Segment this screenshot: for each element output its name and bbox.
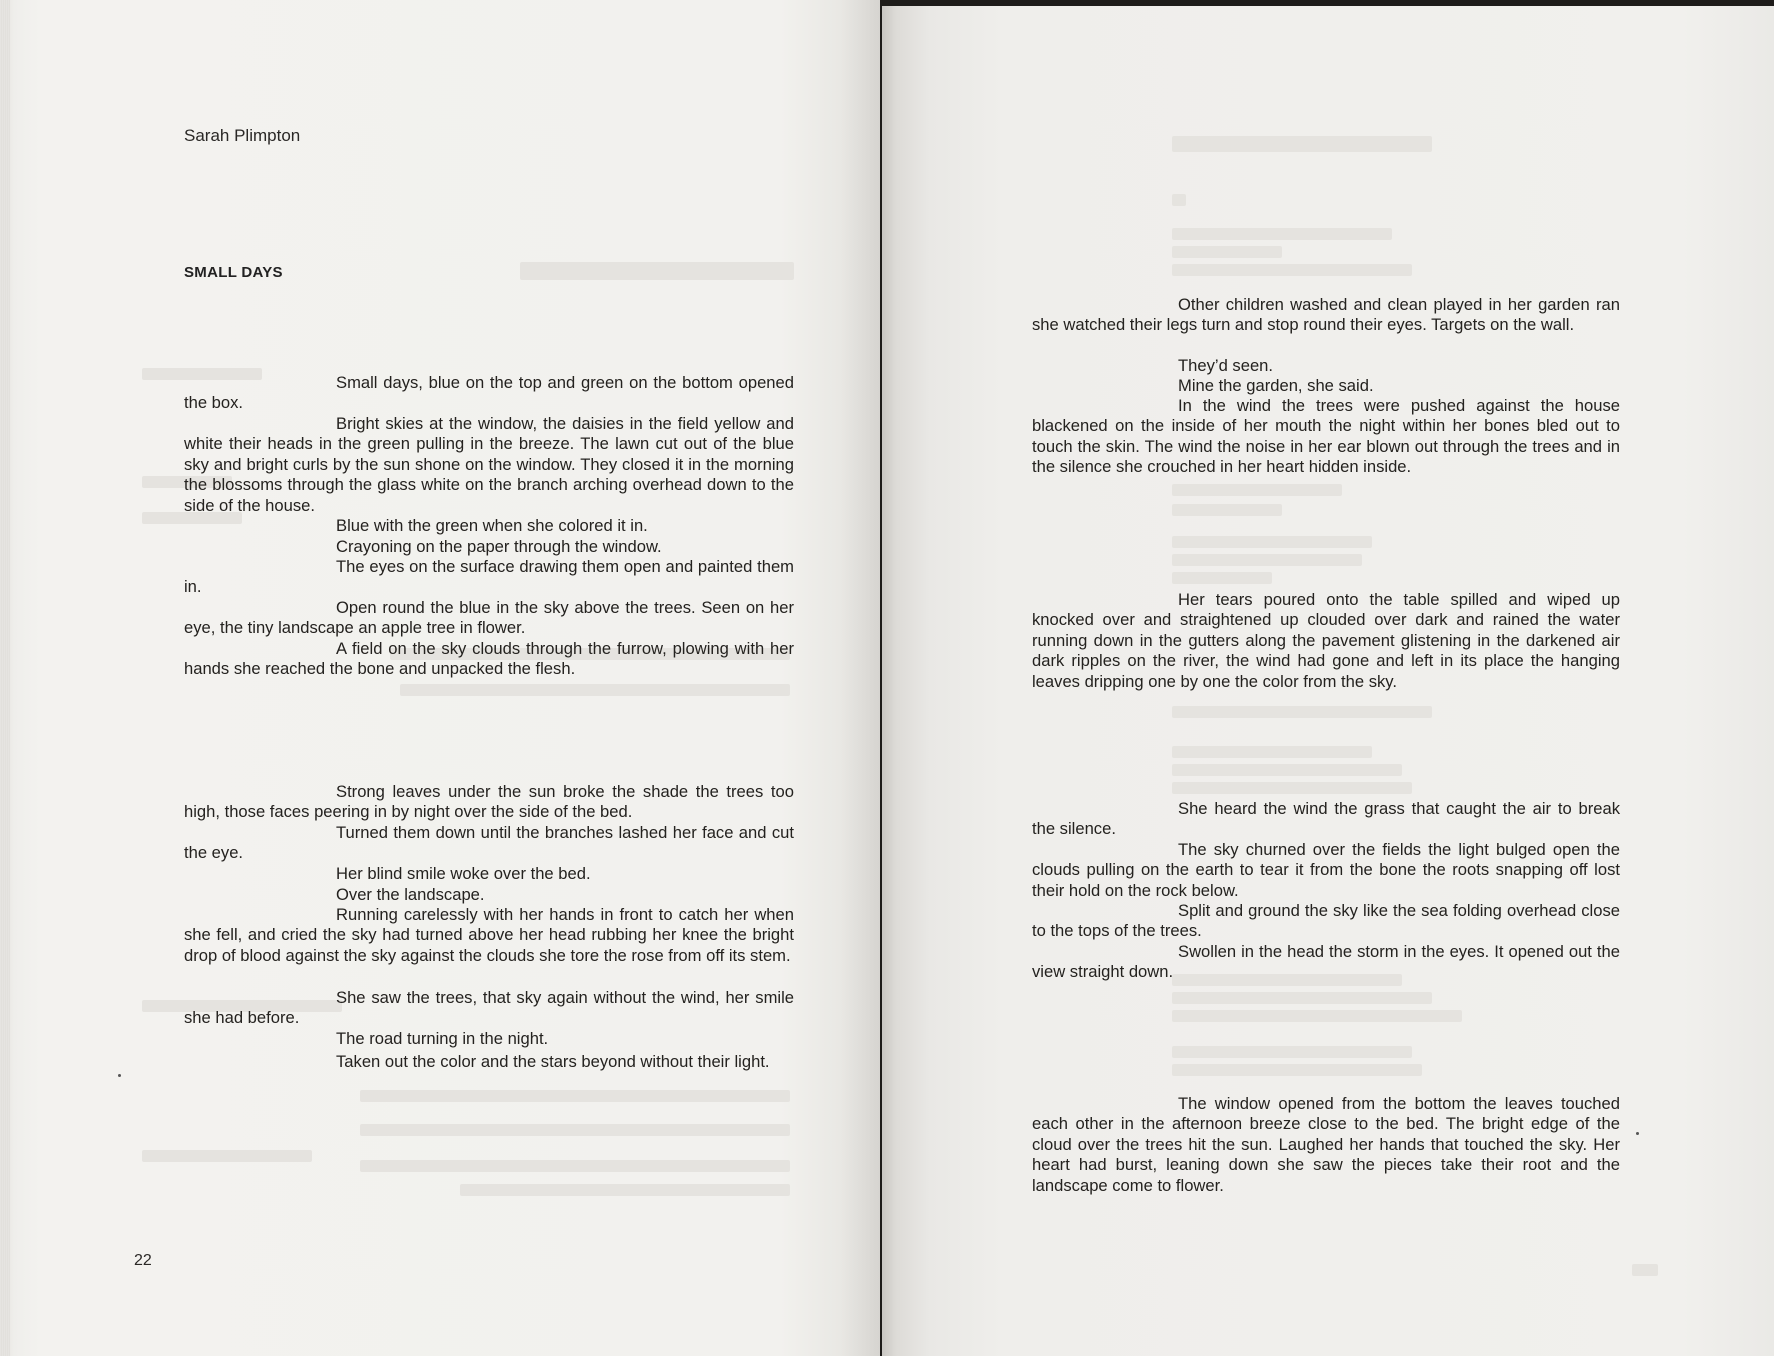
bleed-through-mark <box>1172 992 1432 1004</box>
poem-paragraph: She saw the trees, that sky again without the wind, her smile she had before. <box>184 988 794 1028</box>
bleed-through-mark <box>460 1184 790 1196</box>
poem-paragraph: Open round the blue in the sky above the trees. Seen on her eye, the tiny landscape an apple tree in flower. <box>184 598 794 638</box>
bleed-through-mark <box>1172 746 1372 758</box>
poem-paragraph: The window opened from the bottom the leaves touched each other in the afternoon breeze close to the bed. The bright edge of the cloud over the trees hit the sun. Laughed her hands that touched the sky. Her heart had burst, leaning down she saw the pieces take their root and the landscape come to flower. <box>1032 1094 1620 1195</box>
bleed-through-mark <box>1172 706 1432 718</box>
bleed-through-mark <box>1172 228 1392 240</box>
poem-paragraph: Taken out the color and the stars beyond without their light. <box>336 1052 770 1071</box>
poem-paragraph: Running carelessly with her hands in front to catch her when she fell, and cried the sky had turned above her head rubbing her knee the bright drop of blood against the sky against the clouds she tore the rose from off its stem. <box>184 905 794 965</box>
right-page <box>882 6 1774 1356</box>
poem-paragraph: Crayoning on the paper through the window. <box>336 537 662 556</box>
poem-paragraph: She heard the wind the grass that caught the air to break the silence. <box>1032 799 1620 839</box>
ink-speck <box>1636 1132 1639 1135</box>
bleed-through-mark <box>1172 1064 1422 1076</box>
bleed-through-mark <box>360 1090 790 1102</box>
bleed-through-mark <box>142 1150 312 1162</box>
bleed-through-mark <box>1172 536 1372 548</box>
page-edge <box>0 0 10 1356</box>
poem-paragraph: The eyes on the surface drawing them open and painted them in. <box>184 557 794 597</box>
bleed-through-mark <box>1172 246 1282 258</box>
poem-paragraph: Turned them down until the branches lashed her face and cut the eye. <box>184 823 794 863</box>
poem-paragraph: Bright skies at the window, the daisies in the field yellow and white their heads in the green pulling in the breeze. The lawn cut out of the blue sky and bright curls by the sun shone on the window. They closed it in the morning the blossoms through the glass white on the branch arching overhead down to the side of the house. <box>184 414 794 515</box>
left-page <box>0 0 880 1356</box>
page-number: 22 <box>134 1252 152 1269</box>
poem-paragraph: A field on the sky clouds through the furrow, plowing with her hands she reached the bone and unpacked the flesh. <box>184 639 794 679</box>
poem-paragraph: Over the landscape. <box>336 885 485 904</box>
bleed-through-mark <box>360 1160 790 1172</box>
bleed-through-mark <box>520 262 794 280</box>
poem-paragraph: Blue with the green when she colored it in. <box>336 516 648 535</box>
poem-paragraph: They’d seen. <box>1178 356 1274 375</box>
poem-paragraph: Swollen in the head the storm in the eyes. It opened out the view straight down. <box>1032 942 1620 982</box>
bleed-through-mark <box>1172 554 1362 566</box>
bleed-through-mark <box>1172 764 1402 776</box>
poem-paragraph: Strong leaves under the sun broke the shade the trees too high, those faces peering in by night over the side of the bed. <box>184 782 794 822</box>
poem-paragraph: Mine the garden, she said. <box>1178 376 1374 395</box>
poem-paragraph: Her tears poured onto the table spilled and wiped up knocked over and straightened up clouded over dark and rained the water running down in the gutters along the pavement glistening in the darkened air dark ripples on the river, the wind had gone and left in its place the hanging leaves dripping one by one the color from the sky. <box>1032 590 1620 691</box>
bleed-through-mark <box>1172 504 1282 516</box>
bleed-through-mark <box>400 684 790 696</box>
poem-paragraph: The road turning in the night. <box>336 1029 549 1048</box>
poem-paragraph: Small days, blue on the top and green on the bottom opened the box. <box>184 373 794 413</box>
bleed-through-mark <box>1172 194 1186 206</box>
bleed-through-mark <box>1172 264 1412 276</box>
poem-paragraph: Split and ground the sky like the sea folding overhead close to the tops of the trees. <box>1032 901 1620 941</box>
bleed-through-mark <box>1172 484 1342 496</box>
bleed-through-mark <box>360 1124 790 1136</box>
poem-paragraph: In the wind the trees were pushed against the house blackened on the inside of her mouth the night within her bones bled out to touch the skin. The wind the noise in her ear blown out through the trees and in the silence she crouched in her heart hidden inside. <box>1032 396 1620 477</box>
poem-title: SMALL DAYS <box>184 264 283 281</box>
bleed-through-mark <box>1172 572 1272 584</box>
ink-speck <box>118 1074 121 1077</box>
bleed-through-mark <box>1172 136 1432 152</box>
poem-paragraph: The sky churned over the fields the light bulged open the clouds pulling on the earth to tear it from the bone the roots snapping off lost their hold on the rock below. <box>1032 840 1620 900</box>
author-name: Sarah Plimpton <box>184 126 301 145</box>
bleed-through-mark <box>1172 782 1412 794</box>
bleed-through-mark <box>1172 1046 1412 1058</box>
poem-paragraph: Her blind smile woke over the bed. <box>336 864 591 883</box>
bleed-through-mark <box>1632 1264 1658 1276</box>
bleed-through-mark <box>1172 1010 1462 1022</box>
poem-paragraph: Other children washed and clean played in her garden ran she watched their legs turn and stop round their eyes. Targets on the wall. <box>1032 295 1620 335</box>
